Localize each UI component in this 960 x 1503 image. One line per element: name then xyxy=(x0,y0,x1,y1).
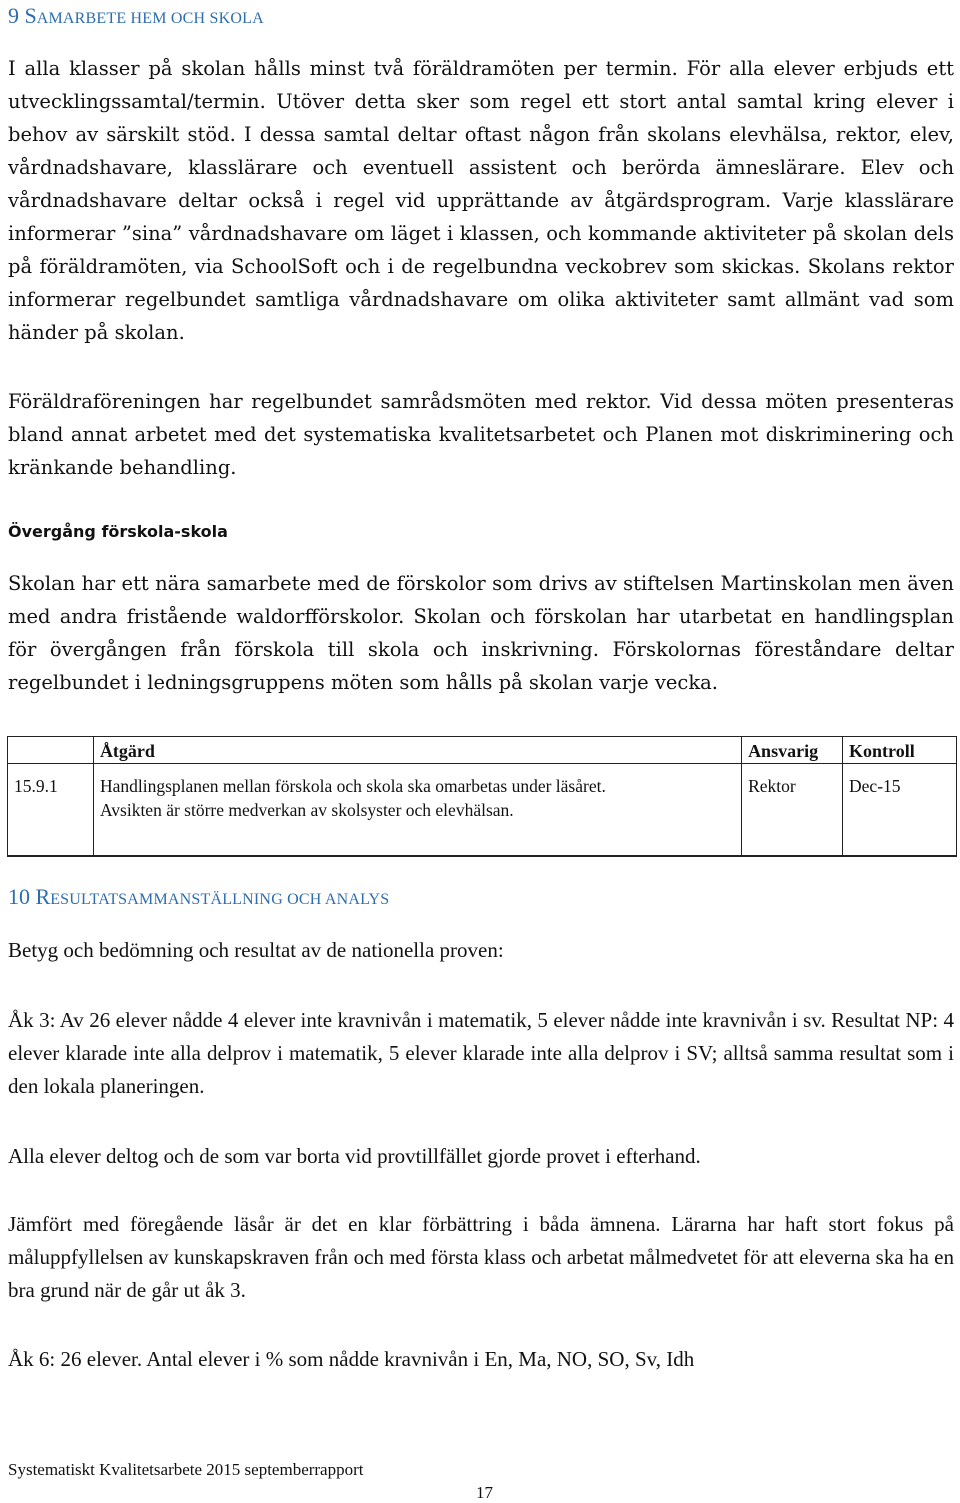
footer-title: Systematiskt Kvalitetsarbete 2015 septemberrapport xyxy=(8,1460,364,1479)
paragraph-grades-intro: Betyg och bedömning och resultat av de nationella proven: xyxy=(8,938,504,962)
row-action-line-2: Avsikten är större medverkan av skolsyster och elevhälsan. xyxy=(99,800,514,820)
row-control: Dec-15 xyxy=(843,764,957,856)
row-id: 15.9.1 xyxy=(8,764,94,856)
section-title-initial: R xyxy=(35,884,51,909)
paragraph-grade3-results: Åk 3: Av 26 elever nådde 4 elever inte kravnivån i matematik, 5 elever nådde inte kravnivån i sv. Resultat NP: 4 elever klarade inte alla delprov i matematik, 5 elever klarade inte alla delprov i SV; alltså samma resultat som i den lokala planeringen. xyxy=(8,1008,954,1098)
subheading-transition: Övergång förskola-skola xyxy=(8,522,228,541)
section-number: 10 xyxy=(8,884,30,909)
table-header-row xyxy=(8,737,957,764)
paragraph-parent-cooperation: I alla klasser på skolan hålls minst två föräldramöten per termin. För alla elever erbjuds ett utvecklingssamtal/termin. Utöver detta sker som regel ett stort antal samtal kring elever i behov av särskilt stöd. I dessa samtal deltar oftast någon från skolans elevhälsa, rektor, elev, vårdnadshavare, klasslärare och eventuell assistent och berörda ämneslärare. Elev och vårdnadshavare deltar också i regel vid upprättande av åtgärdsprogram. Varje klasslärare informerar ”sina” vårdnadshavare om läget i klassen, och kommande aktiviteter på skolan dels på föräldramöten, via SchoolSoft och i de regelbundna veckobrev som skickas. Skolans rektor informerar regelbundet samtliga vårdnadshavare om olika aktiviteter samt allmänt vad som händer på skolan. xyxy=(8,57,954,344)
section-heading-9 xyxy=(8,3,264,29)
paragraph-participation: Alla elever deltog och de som var borta vid provtillfället gjorde provet i efterhand. xyxy=(8,1144,701,1168)
section-number: 9 xyxy=(8,3,19,28)
section-title: AMARBETE HEM OCH SKOLA xyxy=(36,10,264,27)
header-id xyxy=(8,737,94,764)
paragraph-comparison: Jämfört med föregående läsår är det en klar förbättring i båda ämnena. Lärarna har haft stort fokus på måluppfyllelsen av kunskapskraven från och med första klass och arbetat målmedvetet för att eleverna ska ha en bra grund när de går ut åk 3. xyxy=(8,1212,954,1302)
section-title: ESULTATSAMMANSTÄLLNING OCH ANALYS xyxy=(50,891,390,908)
table-row xyxy=(8,764,957,856)
header-action: Åtgärd xyxy=(93,737,741,764)
row-action-line-1: Handlingsplanen mellan förskola och skola ska omarbetas under läsåret. xyxy=(99,776,606,796)
row-action xyxy=(93,764,741,856)
row-responsible: Rektor xyxy=(742,764,843,856)
action-table xyxy=(7,736,957,857)
paragraph-grade6-results: Åk 6: 26 elever. Antal elever i % som nådde kravnivån i En, Ma, NO, SO, Sv, Idh xyxy=(8,1347,695,1371)
section-title-initial: S xyxy=(24,3,37,28)
paragraph-transition: Skolan har ett nära samarbete med de förskolor som drivs av stiftelsen Martinskolan men även med andra fristående waldorfförskolor. Skolan och förskolan har utarbetat en handlingsplan för övergången från förskola till skola och inskrivning. Förskolornas föreståndare deltar regelbundet i ledningsgruppens möten som hålls på skolan varje vecka. xyxy=(8,572,954,694)
section-heading-10 xyxy=(8,884,389,910)
header-control: Kontroll xyxy=(843,737,957,764)
paragraph-parent-association: Föräldraföreningen har regelbundet samrådsmöten med rektor. Vid dessa möten presenteras bland annat arbetet med det systematiska kvalitetsarbetet och Planen mot diskriminering och kränkande behandling. xyxy=(8,390,954,479)
page-number: 17 xyxy=(476,1483,493,1502)
header-responsible: Ansvarig xyxy=(742,737,843,764)
